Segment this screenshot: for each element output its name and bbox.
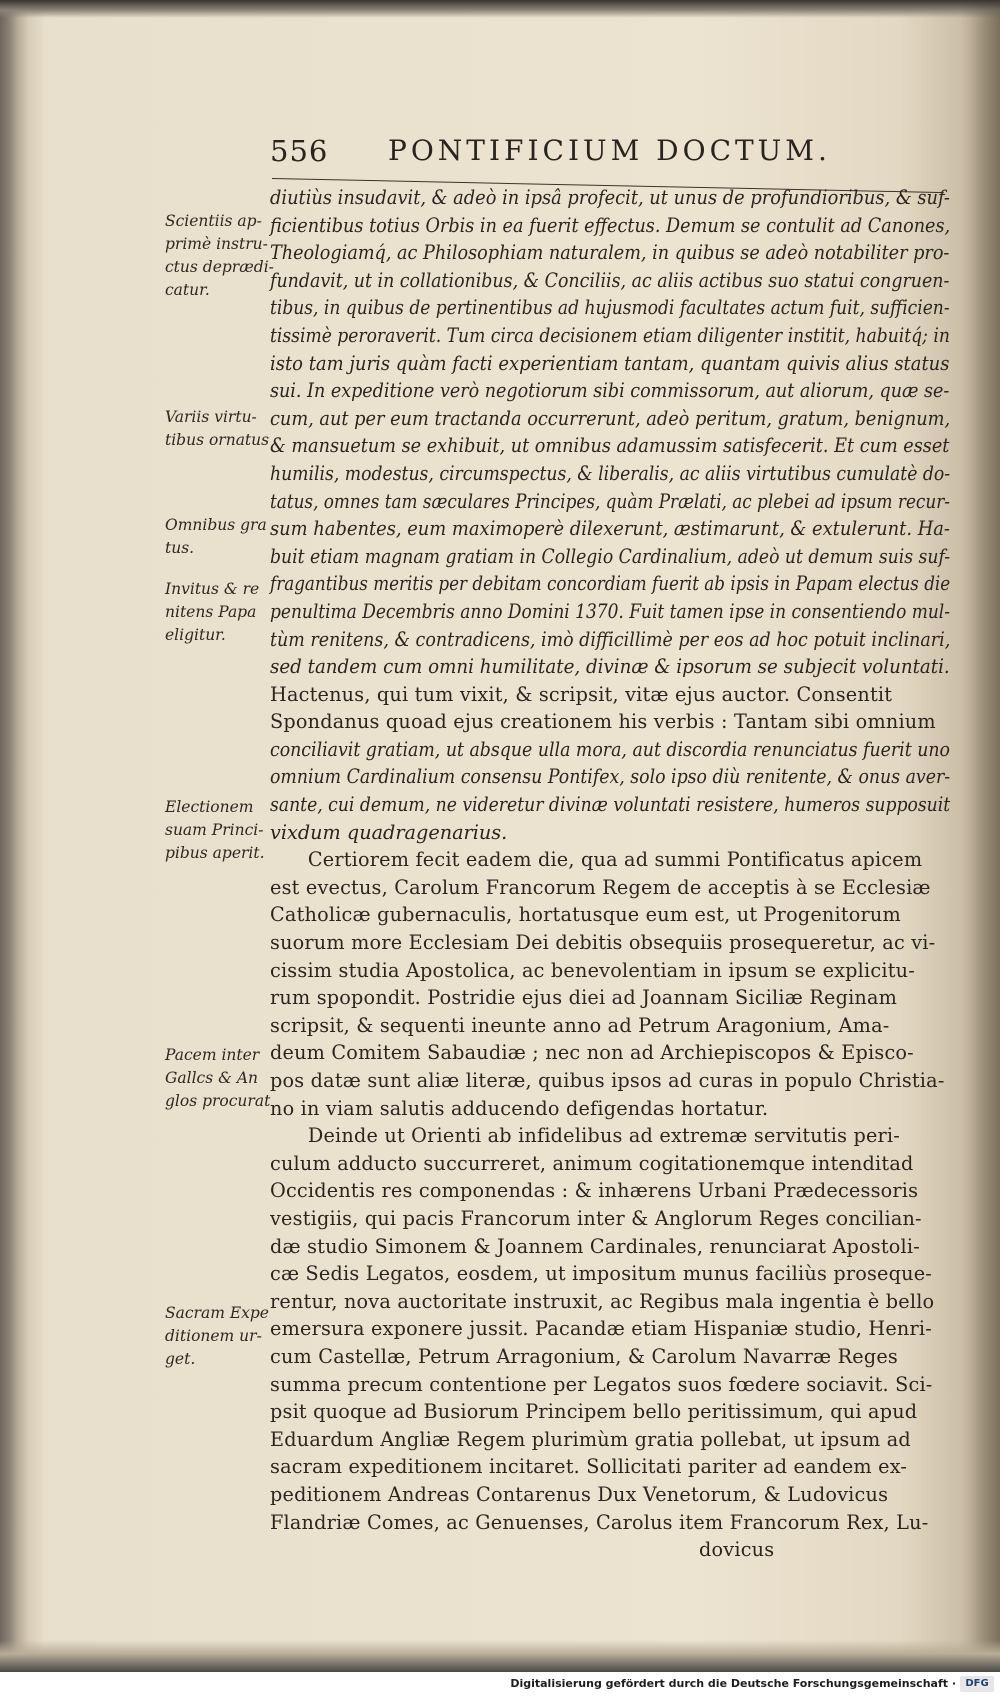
text-line: Flandriæ Comes, ac Genuenses, Carolus item Francorum Rex, Lu- [270,1510,929,1534]
text-line: rentur, nova auctoritate instruxit, ac Regibus mala ingentia è bello [270,1289,935,1313]
text-line: suorum more Ecclesiam Dei debitis obsequiis prosequeretur, ac vi- [270,931,936,955]
margin-note: Omnibus gra tus. [165,516,267,557]
margin-note: Invitus & re nitens Papa eligitur. [165,580,260,644]
page-number: 556 [270,134,329,168]
text-line: tùm renitens, & contradicens, imò difficillimè per eos ad hoc potuit inclinari, [270,627,951,651]
text-line: humilis, modestus, circumspectus, & liberalis, ac aliis virtutibus cumulatè do- [270,461,951,485]
text-line: psit quoque ad Busiorum Principem bello peritissimum, qui apud [270,1400,918,1424]
text-line: vestigiis, qui pacis Francorum inter & Anglorum Reges concilian- [270,1206,922,1230]
text-line: Spondanus quoad ejus creationem his verbis : Tantam sibi omnium [270,710,936,734]
text-line: sante, cui demum, ne videretur divinæ voluntati resistere, humeros supposuit [270,793,951,817]
dfg-logo-icon: DFG [960,1676,994,1692]
text-line: Hactenus, qui tum vixit, & scripsit, vitæ ejus auctor. Consentit [270,682,893,706]
text-line: & mansuetum se exhibuit, ut omnibus adamussim satisfecerit. Et cum esset [270,434,950,458]
margin-note: Scientiis ap- primè instru- ctus deprædi- catur. [165,212,274,299]
funding-credit: Digitalisierung gefördert durch die Deutsche Forschungsgemeinschaft · [510,1677,956,1690]
margin-notes [165,0,275,1500]
text-line: penultima Decembris anno Domini 1370. Fuit tamen ipse in consentiendo mul- [270,599,950,623]
text-line: conciliavit gratiam, ut absque ulla mora, aut discordia renunciatus fuerit uno [270,737,950,761]
text-line: vixdum quadragenarius. [270,820,508,844]
text-line: cæ Sedis Legatos, eosdem, ut impositum munus faciliùs proseque- [270,1262,933,1286]
text-line: scripsit, & sequenti ineunte anno ad Petrum Aragonium, Ama- [270,1013,890,1037]
margin-note: Pacem inter Gallcs & An glos procurat [165,1046,271,1110]
text-line: sum habentes, eum maximoperè dilexerunt, æstimarunt, & extulerunt. Ha- [270,517,950,541]
text-line: Theologiamq́, ac Philosophiam naturalem, in quibus se adeò notabiliter pro- [270,241,950,265]
text-line: est evectus, Carolum Francorum Regem de acceptis à se Ecclesiæ [270,875,931,899]
text-line: culum adducto succurreret, animum cogitationemque intenditad [270,1151,914,1175]
text-line: sacram expeditionem incitaret. Sollicitati pariter ad eandem ex- [270,1455,908,1479]
text-line: dæ studio Simonem & Joannem Cardinales, renunciarat Apostoli- [270,1234,920,1258]
text-line: deum Comitem Sabaudiæ ; nec non ad Archiepiscopos & Episco- [270,1041,914,1065]
page-top-edge [0,0,1000,18]
text-line: Eduardum Angliæ Regem plurimùm gratia pollebat, ut ipsum ad [270,1427,911,1451]
text-line: pos datæ sunt aliæ literæ, quibus ipsos ad curas in populo Christia- [270,1069,945,1092]
margin-note: Electionem suam Princi- pibus aperit. [165,798,265,862]
body-text [270,184,960,1564]
text-line: isto tam juris quàm facti experientiam tantam, quantam quivis alius status [270,351,950,375]
text-line: summa precum contentione per Legatos suos fœdere sociavit. Sci- [270,1372,933,1396]
text-line: peditionem Andreas Contarenus Dux Venetorum, & Ludovicus [270,1482,889,1506]
text-line: cissim studia Apostolica, ac benevolentiam in ipsum se explicitu- [270,958,915,982]
page-title: PONTIFICIUM DOCTUM. [388,134,831,167]
running-head [270,134,940,178]
page-bottom-edge [0,1640,1000,1672]
text-line: fundavit, ut in collationibus, & Conciliis, ac aliis actibus suo statui congruen- [270,268,950,292]
text-line: fragantibus meritis per debitam concordiam fuerit ab ipsis in Papam electus die [270,572,951,596]
credit-bar [0,1672,1000,1697]
text-line: cum Castellæ, Petrum Arragonium, & Carolum Navarræ Reges [270,1344,898,1368]
margin-note: Variis virtu- tibus ornatus [165,408,270,449]
text-line: diutiùs insudavit, & adeò in ipsâ profecit, ut unus de profundioribus, & suf- [270,186,950,209]
margin-note: Sacram Expe ditionem ur- get. [165,1304,269,1368]
text-line: tibus, in quibus de pertinentibus ad hujusmodi facultates actum fuit, sufficien- [270,296,950,320]
text-line: buit etiam magnam gratiam in Collegio Cardinalium, adeò ut demum suis suf- [270,544,951,568]
page-right-shadow [960,0,1000,1672]
text-line: cum, aut per eum tractanda occurrerunt, adeò peritum, gratum, benignum, [270,406,951,430]
text-line: sed tandem cum omni humilitate, divinæ & ipsorum se subjecit voluntati. [270,655,950,679]
text-line: no in viam salutis adducendo defigendas hortatur. [270,1096,769,1120]
text-line: Certiorem fecit eadem die, qua ad summi Pontificatus apicem [270,848,923,872]
text-line: omnium Cardinalium consensu Pontifex, solo ipso diù renitente, & onus aver- [270,765,951,789]
text-line: sui. In expeditione verò negotiorum sibi commissorum, aut aliorum, quæ se- [270,379,950,403]
text-line: emersura exponere jussit. Pacandæ etiam Hispaniæ studio, Henri- [270,1317,932,1341]
text-line: Occidentis res componendas : & inhærens Urbani Prædecessoris [270,1179,919,1203]
text-line: rum spopondit. Postridie ejus diei ad Joannam Siciliæ Reginam [270,986,898,1010]
text-line: ficientibus totius Orbis in ea fuerit effectus. Demum se contulit ad Canones, [270,213,951,237]
text-line: Catholicæ gubernaculis, hortatusque eum est, ut Progenitorum [270,903,901,927]
text-line: dovicus [270,1538,775,1562]
text-line: tatus, omnes tam sæculares Principes, quàm Prælati, ac plebei ad ipsum recur- [270,489,950,513]
text-line: tissimè peroraverit. Tum circa decisionem etiam diligenter institit, habuitq́; in [270,323,950,347]
text-line: Deinde ut Orienti ab infidelibus ad extremæ servitutis peri- [270,1124,900,1148]
